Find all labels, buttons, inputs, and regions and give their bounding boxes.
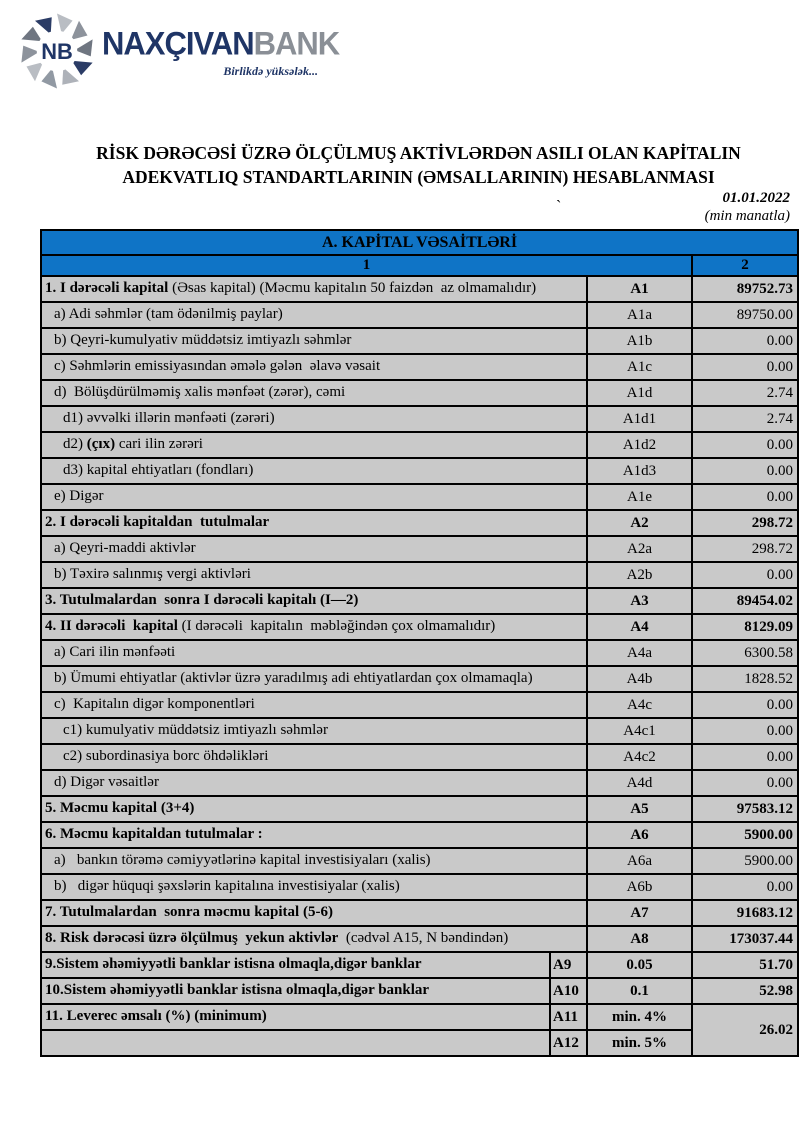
row-label xyxy=(41,952,550,978)
document-title-line2: ADEKVATLIQ STANDARTLARININ (ƏMSALLARININ) HESABLANMASI xyxy=(122,167,715,187)
row-value: 0.00 xyxy=(692,458,798,484)
section-header: A. KAPİTAL VƏSAİTLƏRİ xyxy=(41,230,798,255)
row-value: 0.00 xyxy=(692,354,798,380)
row-value: 0.00 xyxy=(692,562,798,588)
row-ratio: min. 4% xyxy=(587,1004,692,1030)
row-code: A1d3 xyxy=(587,458,692,484)
row-code: A1e xyxy=(587,484,692,510)
row-value: 89454.02 xyxy=(692,588,798,614)
row-value: 52.98 xyxy=(692,978,798,1004)
row-label-segment: cari ilin zərəri xyxy=(115,436,203,453)
row-label-segment: 10.Sistem əhəmiyyətli banklar istisna olmaqla,digər banklar xyxy=(45,982,430,999)
row-code: A3 xyxy=(587,588,692,614)
row-label-segment: b) Təxirə salınmış vergi aktivləri xyxy=(54,566,251,583)
row-value: 8129.09 xyxy=(692,614,798,640)
row-value: 89750.00 xyxy=(692,302,798,328)
row-label-segment: b) digər hüquqi şəxslərin kapitalına investisiyalar (xalis) xyxy=(54,878,400,895)
row-label xyxy=(41,640,587,666)
table-row xyxy=(41,822,798,848)
table-row xyxy=(41,874,798,900)
row-label-segment: e) Digər xyxy=(54,488,104,505)
row-ratio: 0.05 xyxy=(587,952,692,978)
table-row xyxy=(41,458,798,484)
row-value: 173037.44 xyxy=(692,926,798,952)
row-label xyxy=(41,354,587,380)
row-value: 1828.52 xyxy=(692,666,798,692)
row-label-segment: d2) xyxy=(63,436,87,453)
column-header-2: 2 xyxy=(692,255,798,276)
row-code: A1 xyxy=(587,276,692,302)
row-code: A1c xyxy=(587,354,692,380)
row-value: 298.72 xyxy=(692,510,798,536)
row-code: A12 xyxy=(550,1030,587,1056)
row-code: A1d2 xyxy=(587,432,692,458)
row-ratio: 0.1 xyxy=(587,978,692,1004)
bank-name-secondary: BANK xyxy=(253,25,340,62)
row-code: A4 xyxy=(587,614,692,640)
row-label-segment: (I dərəcəli kapitalın məbləğindən çox olmamalıdır) xyxy=(177,618,496,635)
row-code: A2 xyxy=(587,510,692,536)
row-value: 51.70 xyxy=(692,952,798,978)
row-label-segment: d3) kapital ehtiyatları (fondları) xyxy=(63,462,254,479)
bank-name-primary: NAXÇIVAN xyxy=(102,25,254,62)
row-value: 0.00 xyxy=(692,770,798,796)
row-label xyxy=(41,796,587,822)
row-label xyxy=(41,770,587,796)
stray-mark: ` xyxy=(556,198,562,215)
row-value: 298.72 xyxy=(692,536,798,562)
row-label-segment: b) Ümumi ehtiyatlar (aktivlər üzrə yaradılmış adi ehtiyatlardan çox olmamaqla) xyxy=(54,670,533,687)
table-row xyxy=(41,848,798,874)
document-title xyxy=(40,141,797,189)
row-label-segment: 3. Tutulmalardan sonra I dərəcəli kapitalı (I—2) xyxy=(45,592,359,609)
row-code: A7 xyxy=(587,900,692,926)
table-row xyxy=(41,510,798,536)
row-label-segment: d) Digər vəsaitlər xyxy=(54,774,159,791)
table-row xyxy=(41,380,798,406)
row-label-segment: 8. Risk dərəcəsi üzrə ölçülmuş yekun aktivlər xyxy=(45,930,339,947)
row-code: A1d xyxy=(587,380,692,406)
table-row xyxy=(41,666,798,692)
row-value: 0.00 xyxy=(692,718,798,744)
row-label xyxy=(41,510,587,536)
row-label xyxy=(41,302,587,328)
table-row xyxy=(41,614,798,640)
row-code: A8 xyxy=(587,926,692,952)
table-row xyxy=(41,978,798,1004)
row-label-segment: 7. Tutulmalardan sonra məcmu kapital (5-6) xyxy=(45,904,333,921)
bank-tagline: Birlikdə yüksələk... xyxy=(223,64,318,78)
column-header-1: 1 xyxy=(41,255,692,276)
table-row xyxy=(41,900,798,926)
table-row xyxy=(41,952,798,978)
row-code: A4c1 xyxy=(587,718,692,744)
row-label-segment: a) bankın törəmə cəmiyyətlərinə kapital investisiyaları (xalis) xyxy=(54,852,431,869)
row-ratio: min. 5% xyxy=(587,1030,692,1056)
bank-name xyxy=(102,25,340,63)
row-label xyxy=(41,692,587,718)
row-label xyxy=(41,1030,550,1056)
row-label xyxy=(41,822,587,848)
row-value: 0.00 xyxy=(692,692,798,718)
report-date: 01.01.2022 xyxy=(722,190,790,206)
row-label-segment: 4. II dərəcəli kapital xyxy=(45,618,178,635)
row-value: 0.00 xyxy=(692,328,798,354)
row-label xyxy=(41,536,587,562)
row-code: A6a xyxy=(587,848,692,874)
unit-note: (min manatla) xyxy=(704,208,790,224)
table-row xyxy=(41,926,798,952)
row-label-segment: d) Bölüşdürülməmiş xalis mənfəət (zərər), cəmi xyxy=(54,384,346,401)
row-label-segment: (çıx) xyxy=(86,436,116,453)
row-label-segment: a) Qeyri-maddi aktivlər xyxy=(54,540,196,557)
row-label xyxy=(41,744,587,770)
row-code: A2a xyxy=(587,536,692,562)
row-label-segment: a) Cari ilin mənfəəti xyxy=(54,644,176,661)
row-label-segment: c1) kumulyativ müddətsiz imtiyazlı səhmlər xyxy=(63,722,328,739)
table-row xyxy=(41,770,798,796)
row-value: 2.74 xyxy=(692,406,798,432)
bank-logo-pinwheel-icon xyxy=(18,12,96,90)
row-code: A1b xyxy=(587,328,692,354)
row-label xyxy=(41,276,587,302)
row-label xyxy=(41,874,587,900)
row-label xyxy=(41,328,587,354)
row-value: 91683.12 xyxy=(692,900,798,926)
row-code: A1d1 xyxy=(587,406,692,432)
bank-monogram: NB xyxy=(41,38,73,64)
row-label xyxy=(41,900,587,926)
row-code: A6b xyxy=(587,874,692,900)
row-value: 26.02 xyxy=(692,1004,798,1056)
row-code: A6 xyxy=(587,822,692,848)
table-row xyxy=(41,744,798,770)
row-label xyxy=(41,588,587,614)
bank-logo xyxy=(18,12,340,92)
row-label-segment: (cədvəl A15, N bəndindən) xyxy=(338,930,509,947)
row-label xyxy=(41,718,587,744)
row-label xyxy=(41,406,587,432)
row-value: 0.00 xyxy=(692,432,798,458)
row-code: A1a xyxy=(587,302,692,328)
row-code: A2b xyxy=(587,562,692,588)
row-label-segment: (Əsas kapital) (Məcmu kapitalın 50 faizdən az olmamalıdır) xyxy=(168,280,537,297)
row-code: A4a xyxy=(587,640,692,666)
table-row xyxy=(41,354,798,380)
table-row xyxy=(41,432,798,458)
table-row xyxy=(41,692,798,718)
row-code: A4b xyxy=(587,666,692,692)
row-code: A10 xyxy=(550,978,587,1004)
table-row xyxy=(41,718,798,744)
row-code: A4c xyxy=(587,692,692,718)
capital-table xyxy=(40,229,797,1057)
table-row xyxy=(41,1004,798,1030)
row-label-segment: c2) subordinasiya borc öhdəlikləri xyxy=(63,748,269,765)
row-code: A4c2 xyxy=(587,744,692,770)
section-header-row xyxy=(41,230,798,255)
row-label-segment: 1. I dərəcəli kapital xyxy=(45,280,169,297)
row-label xyxy=(41,458,587,484)
row-value: 0.00 xyxy=(692,484,798,510)
table-row xyxy=(41,562,798,588)
row-code: A11 xyxy=(550,1004,587,1030)
row-value: 6300.58 xyxy=(692,640,798,666)
table-row xyxy=(41,328,798,354)
table-row xyxy=(41,536,798,562)
row-label xyxy=(41,848,587,874)
table-row xyxy=(41,640,798,666)
table-row xyxy=(41,588,798,614)
row-label xyxy=(41,1004,550,1030)
column-header-row xyxy=(41,255,798,276)
row-value: 5900.00 xyxy=(692,848,798,874)
row-value: 0.00 xyxy=(692,874,798,900)
row-value: 0.00 xyxy=(692,744,798,770)
row-label xyxy=(41,978,550,1004)
row-label xyxy=(41,926,587,952)
row-label-segment: 2. I dərəcəli kapitaldan tutulmalar xyxy=(45,514,270,531)
table-row xyxy=(41,484,798,510)
row-label xyxy=(41,380,587,406)
row-label-segment: 6. Məcmu kapitaldan tutulmalar : xyxy=(45,826,263,843)
row-label xyxy=(41,666,587,692)
row-value: 2.74 xyxy=(692,380,798,406)
row-label-segment: 9.Sistem əhəmiyyətli banklar istisna olmaqla,digər banklar xyxy=(45,956,422,973)
row-code: A4d xyxy=(587,770,692,796)
row-label-segment: c) Səhmlərin emissiyasından əmələ gələn əlavə vəsait xyxy=(54,358,381,375)
row-label-segment: d1) əvvəlki illərin mənfəəti (zərəri) xyxy=(63,410,275,427)
table-row xyxy=(41,1030,798,1056)
row-value: 97583.12 xyxy=(692,796,798,822)
row-label-segment: 5. Məcmu kapital (3+4) xyxy=(45,800,195,817)
table-row xyxy=(41,302,798,328)
row-label xyxy=(41,562,587,588)
table-row xyxy=(41,796,798,822)
table-row xyxy=(41,406,798,432)
row-value: 89752.73 xyxy=(692,276,798,302)
row-label-segment: b) Qeyri-kumulyativ müddətsiz imtiyazlı səhmlər xyxy=(54,332,352,349)
row-label-segment: c) Kapitalın digər komponentləri xyxy=(54,696,255,713)
row-label-segment: 11. Leverec əmsalı (%) (minimum) xyxy=(45,1008,267,1025)
row-label xyxy=(41,432,587,458)
row-code: A5 xyxy=(587,796,692,822)
capital-table-grid xyxy=(40,229,799,1057)
row-label xyxy=(41,614,587,640)
row-code: A9 xyxy=(550,952,587,978)
table-row xyxy=(41,276,798,302)
document-title-line1: RİSK DƏRƏCƏSİ ÜZRƏ ÖLÇÜLMUŞ AKTİVLƏRDƏN ASILI OLAN KAPİTALIN xyxy=(96,143,741,163)
row-label-segment: a) Adi səhmlər (tam ödənilmiş paylar) xyxy=(54,306,283,323)
row-label xyxy=(41,484,587,510)
row-value: 5900.00 xyxy=(692,822,798,848)
